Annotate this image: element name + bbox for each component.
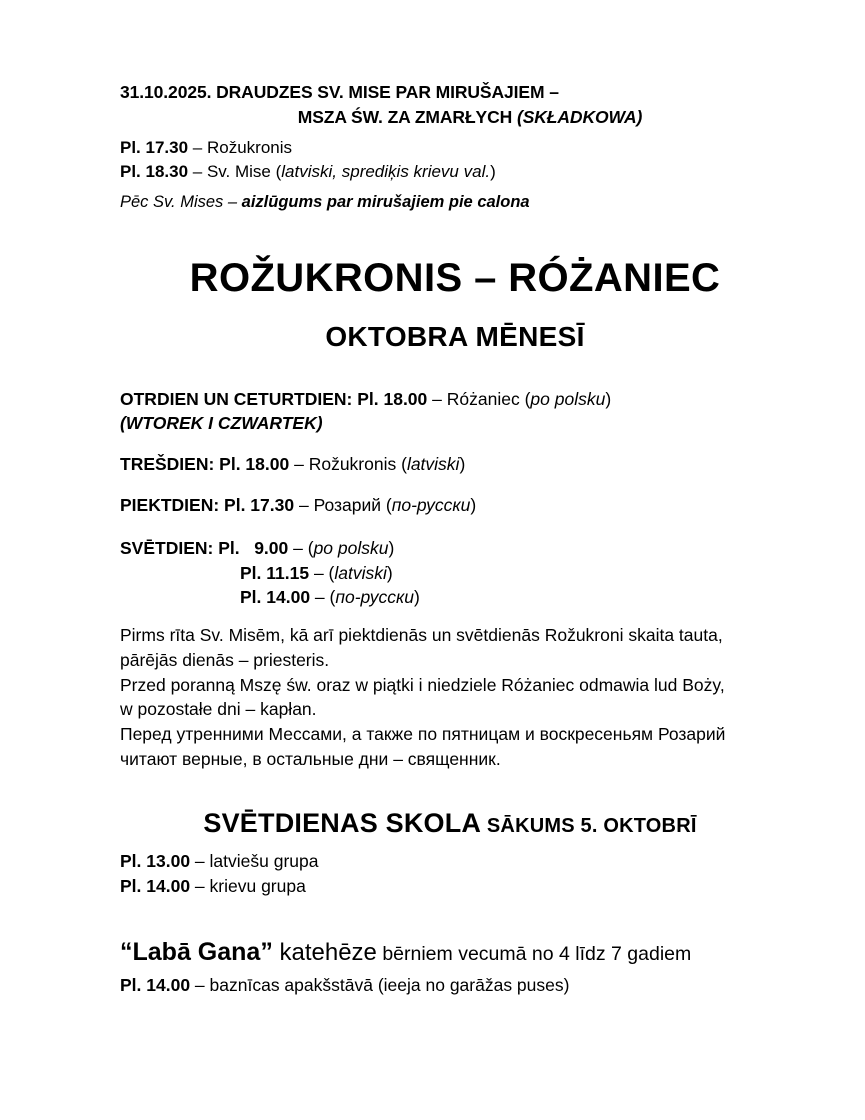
sunday-lang-3: по-русски — [335, 586, 414, 607]
schedule-text-2: Розарий ( — [313, 495, 392, 516]
sunday-lang-1: po polsku — [313, 538, 389, 559]
school-time-1: Pl. 13.00 — [120, 850, 191, 871]
catechesis-word: katehēze — [272, 938, 377, 966]
sunday-time-1: 9.00 — [254, 538, 289, 559]
schedule-dash-2: – — [294, 495, 314, 516]
header-text-1: Rožukronis — [206, 137, 293, 157]
schedule-entry-line — [120, 452, 790, 476]
sunday-row-1 — [120, 536, 790, 560]
sunday-time-2: Pl. 11.15 — [240, 562, 310, 583]
page-title: ROŽUKRONIS – RÓŻANIEC — [189, 256, 721, 301]
schedule-entry-line — [120, 387, 790, 411]
sunday-time-1-spacer — [240, 538, 255, 558]
sunday-school-heading — [120, 808, 790, 839]
header-line-1: 31.10.2025. DRAUDZES SV. MISE PAR MIRUŠAJIEM – — [120, 82, 559, 102]
schedule-day-2: PIEKTDIEN: Pl. 17.30 — [120, 495, 295, 516]
sunday-school-start-date: SĀKUMS 5. OKTOBRĪ — [481, 814, 697, 837]
catechesis-quote-open: “ — [120, 937, 133, 966]
sunday-row-2 — [120, 561, 790, 585]
sunday-close-3: ) — [413, 586, 420, 607]
sunday-dash-1: – ( — [288, 538, 314, 559]
catechesis-block — [120, 936, 790, 997]
paragraph-russian-line-1: Перед утренними Мессами, а также по пятницам и воскресеньям Розарий — [120, 724, 726, 745]
sunday-school-row — [120, 849, 790, 874]
page-subtitle: OKTOBRA MĒNESĪ — [325, 321, 585, 353]
sunday-label: SVĒTDIEN: Pl. — [120, 538, 240, 559]
catechesis-time-line — [120, 974, 790, 997]
sunday-schedule — [120, 536, 790, 608]
header-schedule-row — [120, 160, 790, 185]
school-dash-2: – — [190, 876, 210, 897]
sunday-row-3 — [120, 585, 790, 609]
header-line-2-main: MSZA ŚW. ZA ZMARŁYCH — [297, 106, 517, 127]
schedule-close-0: ) — [605, 388, 612, 409]
schedule-entry-friday — [120, 493, 790, 517]
catechesis-location: baznīcas apakšstāvā (ieeja no garāžas puses) — [209, 975, 570, 996]
header-note-2: latviski, sprediķis krievu val. — [281, 162, 491, 182]
sunday-dash-3: – ( — [310, 586, 336, 607]
schedule-entry-wednesday — [120, 452, 790, 476]
school-text-2: krievu grupa — [209, 876, 306, 897]
schedule-close-2: ) — [470, 495, 477, 516]
announcement-header — [120, 80, 790, 130]
school-time-2: Pl. 14.00 — [120, 876, 191, 897]
after-mass-prefix: Pēc Sv. Mises – — [120, 192, 242, 211]
header-time-2: Pl. 18.30 — [120, 162, 189, 182]
sunday-close-1: ) — [388, 538, 395, 559]
header-dash-2: – — [188, 162, 207, 182]
schedule-lang-0: po polsku — [530, 388, 606, 409]
catechesis-program-name: Labā Gana — [132, 937, 261, 966]
paragraph-latvian-line-2: pārējās dienās – priesteris. — [120, 649, 330, 670]
schedule-day-1: TREŠDIEN: Pl. 18.00 — [120, 454, 290, 475]
schedule-text-1: Rožukronis ( — [308, 454, 407, 475]
sunday-time-3: Pl. 14.00 — [240, 586, 311, 607]
schedule-lang-2: по-русски — [391, 495, 471, 516]
header-schedule-row — [120, 136, 790, 161]
sunday-school-row — [120, 874, 790, 899]
after-mass-emphasis: aizlūgums par mirušajiem pie calona — [241, 192, 530, 211]
explanatory-paragraphs — [120, 623, 790, 772]
schedule-text-0: Różaniec ( — [446, 388, 531, 409]
schedule-entry-line — [120, 493, 790, 517]
weekday-schedule — [120, 387, 790, 518]
header-close-2: ) — [490, 162, 496, 182]
header-text-2: Sv. Mise ( — [206, 162, 282, 182]
header-time-1: Pl. 17.30 — [120, 137, 189, 157]
school-dash-1: – — [190, 850, 210, 871]
catechesis-quote-close: ” — [260, 937, 273, 966]
after-mass-note — [120, 191, 790, 214]
schedule-entry-tuesday-thursday — [120, 387, 790, 435]
header-line-2-parenthetical: (SKŁADKOWA) — [516, 106, 643, 127]
schedule-day-0: OTRDIEN UN CETURTDIEN: Pl. 18.00 — [120, 388, 428, 409]
sunday-school-times — [120, 849, 790, 900]
header-dash-1: – — [188, 137, 207, 157]
paragraph-russian-line-2: читают верные, в остальные дни – священник. — [120, 749, 501, 770]
header-line-2 — [120, 105, 790, 130]
school-text-1: latviešu grupa — [209, 850, 319, 871]
paragraph-polish-line-1: Przed poranną Mszę św. oraz w piątki i niedziele Różaniec odmawia lud Boży, — [120, 674, 725, 695]
header-schedule-list — [120, 136, 790, 185]
sunday-close-2: ) — [386, 562, 393, 583]
schedule-close-1: ) — [459, 454, 466, 475]
sunday-school-title: SVĒTDIENAS SKOLA — [203, 807, 482, 838]
schedule-dash-1: – — [289, 454, 309, 475]
catechesis-dash: – — [190, 975, 210, 996]
catechesis-time: Pl. 14.00 — [120, 975, 191, 996]
sunday-lang-2: latviski — [334, 562, 387, 583]
sunday-dash-2: – ( — [309, 562, 335, 583]
catechesis-age-range: bērniem vecumā no 4 līdz 7 gadiem — [376, 942, 692, 965]
schedule-dash-0: – — [427, 388, 447, 409]
paragraph-latvian-line-1: Pirms rīta Sv. Misēm, kā arī piektdienās un svētdienās Rožukroni skaita tauta, — [120, 624, 723, 645]
schedule-lang-1: latviski — [406, 454, 460, 475]
schedule-day-0-polish: (WTOREK I CZWARTEK) — [120, 413, 323, 433]
paragraph-polish-line-2: w pozostałe dni – kapłan. — [120, 699, 317, 720]
catechesis-title-line — [120, 936, 790, 969]
